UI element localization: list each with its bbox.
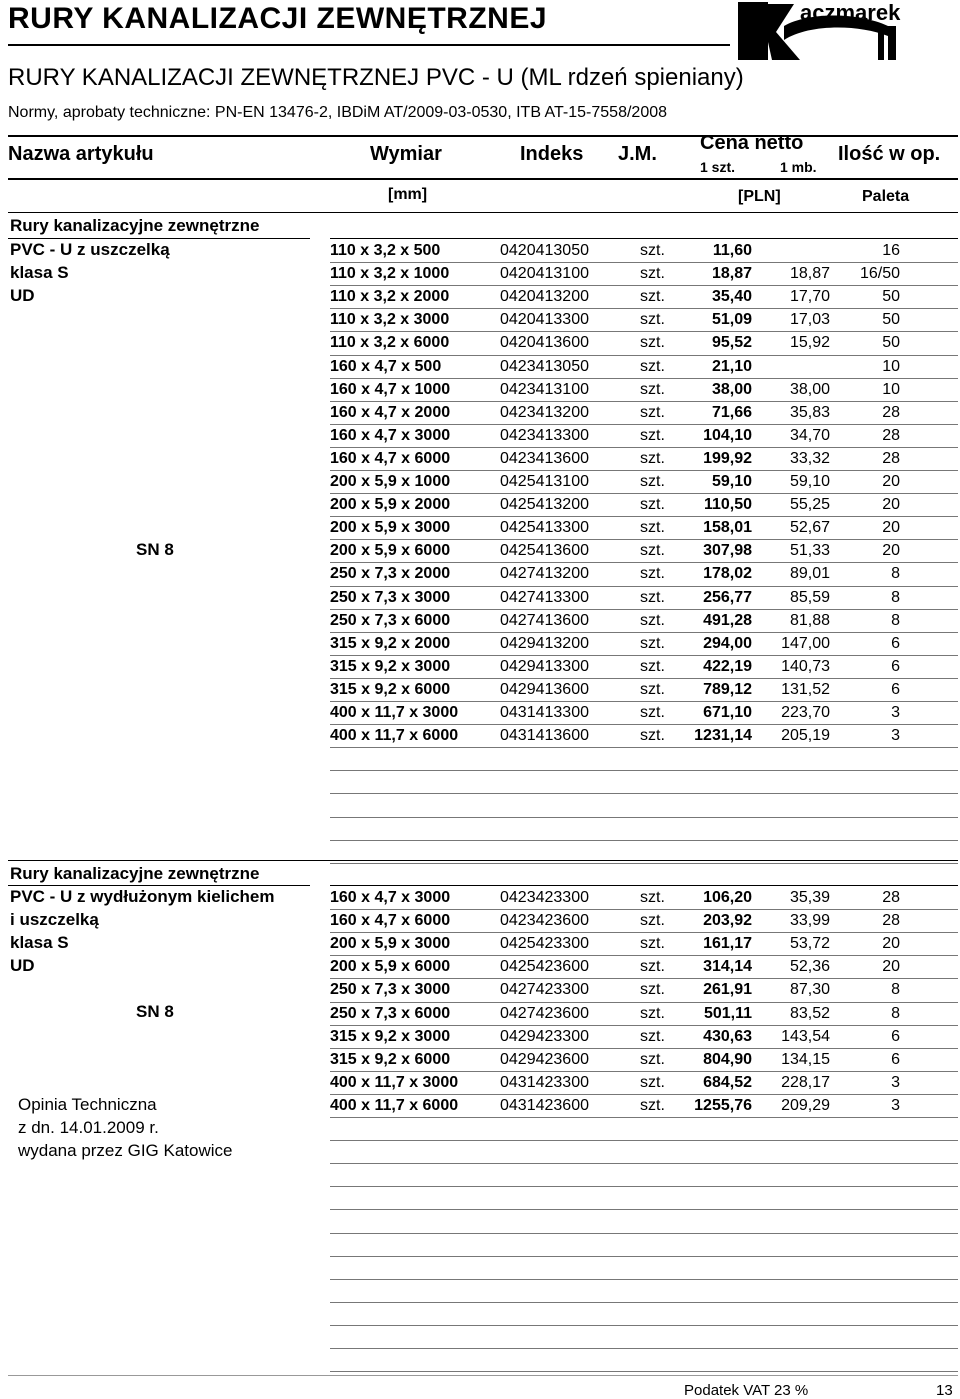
quantity-cell: 20 [882,935,900,953]
price-per-piece-cell: 95,52 [711,334,752,352]
price-per-meter-cell: 53,72 [789,935,830,953]
quantity-cell: 10 [882,380,900,398]
unit-cell: szt. [640,496,665,514]
footer-page-number: 13 [936,1382,953,1399]
price-per-meter-cell: 34,70 [789,426,830,444]
price-per-meter-cell: 52,67 [789,519,830,537]
col-price-szt: 1 szt. [700,159,736,175]
quantity-cell: 3 [891,704,900,721]
dimension-cell: 400 x 11,7 x 3000 [330,704,459,721]
dimension-cell: 110 x 3,2 x 2000 [330,288,450,306]
price-per-piece-cell: 804,90 [703,1050,752,1068]
dimension-cell: 200 x 5,9 x 1000 [330,473,451,490]
quantity-cell: 6 [891,680,900,698]
index-cell: 0420413050 [500,242,589,259]
price-per-piece-cell: 21,10 [711,357,752,375]
price-per-piece-cell: 161,17 [703,935,752,953]
price-per-piece-cell: 104,10 [703,426,752,444]
quantity-cell: 50 [882,334,900,352]
empty-row-divider [330,1371,958,1372]
table-row [0,886,960,909]
quantity-cell: 16/50 [859,265,900,283]
quantity-cell: 6 [891,1050,900,1068]
section2-note-2: z dn. 14.01.2009 r. [18,1118,159,1137]
table-row [0,516,960,539]
table-row [0,586,960,609]
quantity-cell: 8 [891,565,900,583]
table-row [0,378,960,401]
quantity-cell: 28 [882,889,900,906]
unit-cell: szt. [640,519,665,537]
price-per-piece-cell: 1231,14 [694,727,752,745]
unit-cell: szt. [640,727,665,745]
unit-cell: szt. [640,380,665,398]
price-per-piece-cell: 430,63 [703,1027,752,1045]
section2-sn-class: SN 8 [136,1002,174,1021]
table-row [0,447,960,470]
quantity-cell: 8 [891,981,900,999]
unit-cell: szt. [640,265,665,283]
unit-cell: szt. [640,588,665,606]
index-cell: 0423413100 [500,380,589,398]
price-per-piece-cell: 671,10 [703,704,752,721]
col-index: Indeks [520,143,584,165]
dimension-cell: 200 x 5,9 x 2000 [330,496,451,514]
unit-cell: szt. [640,1050,665,1068]
dimension-cell: 250 x 7,3 x 3000 [330,981,451,999]
quantity-cell: 3 [891,1096,900,1114]
quantity-cell: 28 [882,912,900,930]
quantity-cell: 28 [882,449,900,467]
price-per-meter-cell: 38,00 [789,380,830,398]
dimension-cell: 315 x 9,2 x 2000 [330,634,451,652]
dimension-cell: 110 x 3,2 x 1000 [330,265,450,283]
unit-cell: szt. [640,1027,665,1045]
table-row [0,632,960,655]
dimension-cell: 200 x 5,9 x 3000 [330,519,451,537]
price-per-piece-cell: 158,01 [703,519,752,537]
index-cell: 0423413050 [500,357,589,375]
index-cell: 0427413600 [500,611,589,629]
unit-cell: szt. [640,288,665,306]
unit-cell: szt. [640,981,665,999]
table-row [0,978,960,1001]
price-per-meter-cell: 140,73 [781,657,830,675]
empty-row-divider [330,1256,958,1257]
empty-row-divider [330,1233,958,1234]
price-per-piece-cell: 307,98 [703,542,752,560]
price-per-meter-cell: 85,59 [789,588,830,606]
price-per-piece-cell: 106,20 [703,889,752,906]
empty-row-divider [330,793,958,794]
price-per-meter-cell: 33,32 [789,449,830,467]
quantity-cell: 8 [891,588,900,606]
price-per-piece-cell: 35,40 [711,288,752,306]
section1-sn-class: SN 8 [136,540,174,559]
price-per-meter-cell: 134,15 [781,1050,830,1068]
price-per-piece-cell: 501,11 [703,1004,752,1022]
quantity-cell: 10 [882,357,900,375]
price-per-piece-cell: 203,92 [703,912,752,930]
dimension-cell: 160 x 4,7 x 3000 [330,889,451,906]
table-row [0,724,960,747]
dimension-cell: 200 x 5,9 x 6000 [330,958,451,976]
logo-text: aczmarek [800,2,901,25]
index-cell: 0423413600 [500,449,589,467]
index-cell: 0431413600 [500,727,589,745]
section1-line-4: UD [10,286,35,305]
index-cell: 0425413200 [500,496,589,514]
price-per-piece-cell: 491,28 [703,611,752,629]
price-per-piece-cell: 422,19 [703,657,752,675]
quantity-cell: 8 [891,611,900,629]
index-cell: 0427413200 [500,565,589,583]
dimension-cell: 110 x 3,2 x 6000 [330,334,450,352]
price-per-meter-cell: 223,70 [781,704,830,721]
empty-row-divider [330,840,958,841]
col-dim-unit: [mm] [388,186,428,203]
unit-cell: szt. [640,357,665,375]
quantity-cell: 28 [882,403,900,421]
dimension-cell: 315 x 9,2 x 6000 [330,1050,451,1068]
section1-line-1: Rury kanalizacyjne zewnętrzne [10,216,260,235]
dimension-cell: 400 x 11,7 x 3000 [330,1073,459,1091]
table-row [0,955,960,978]
index-cell: 0425413600 [500,542,589,560]
table-row [0,285,960,308]
unit-cell: szt. [640,1073,665,1091]
unit-cell: szt. [640,449,665,467]
unit-cell: szt. [640,426,665,444]
empty-row-divider [330,1279,958,1280]
unit-cell: szt. [640,889,665,906]
price-per-meter-cell: 51,33 [789,542,830,560]
price-per-meter-cell: 83,52 [789,1004,830,1022]
table-row [0,932,960,955]
quantity-cell: 20 [882,473,900,490]
price-per-piece-cell: 51,09 [711,311,752,329]
index-cell: 0429423600 [500,1050,589,1068]
unit-cell: szt. [640,958,665,976]
col-dim: Wymiar [370,143,442,165]
price-per-meter-cell: 35,83 [789,403,830,421]
footer-vat: Podatek VAT 23 % [684,1382,809,1399]
index-cell: 0431413300 [500,704,589,721]
quantity-cell: 3 [891,1073,900,1091]
index-cell: 0427423600 [500,1004,589,1022]
row-divider [330,747,958,748]
dimension-cell: 250 x 7,3 x 6000 [330,1004,451,1022]
unit-cell: szt. [640,1004,665,1022]
table-row [0,424,960,447]
unit-cell: szt. [640,680,665,698]
empty-row-divider [330,817,958,818]
quantity-cell: 50 [882,288,900,306]
index-cell: 0425423300 [500,935,589,953]
table-row [0,470,960,493]
price-per-piece-cell: 59,10 [711,473,752,490]
quantity-cell: 8 [891,1004,900,1022]
section2-line-1: Rury kanalizacyjne zewnętrzne [10,864,260,883]
index-cell: 0429423300 [500,1027,589,1045]
table-row [0,609,960,632]
section2-line-2: PVC - U z wydłużonym kielichem [10,887,275,906]
section2-line-5: UD [10,956,35,975]
unit-cell: szt. [640,1096,665,1114]
dimension-cell: 250 x 7,3 x 2000 [330,565,451,583]
quantity-cell: 20 [882,542,900,560]
price-per-meter-cell: 33,99 [789,912,830,930]
price-per-piece-cell: 18,87 [711,265,752,283]
unit-cell: szt. [640,611,665,629]
price-per-meter-cell: 228,17 [781,1073,830,1091]
col-price-mb: 1 mb. [780,159,817,175]
dimension-cell: 315 x 9,2 x 3000 [330,1027,451,1045]
footer-rule [8,1375,958,1376]
price-per-meter-cell: 87,30 [789,981,830,999]
table-row [0,1094,960,1117]
dimension-cell: 400 x 11,7 x 6000 [330,1096,459,1114]
index-cell: 0427423300 [500,981,589,999]
index-cell: 0425413100 [500,473,589,490]
empty-row-divider [330,1186,958,1187]
quantity-cell: 20 [882,496,900,514]
table-row [0,909,960,932]
table-row [0,1071,960,1094]
dimension-cell: 400 x 11,7 x 6000 [330,727,459,745]
dimension-cell: 160 x 4,7 x 3000 [330,426,451,444]
col-price: Cena netto [700,132,804,154]
page-subtitle: RURY KANALIZACJI ZEWNĘTRZNEJ PVC - U (ML rdzeń spieniany) [8,64,744,91]
unit-cell: szt. [640,542,665,560]
dimension-cell: 200 x 5,9 x 3000 [330,935,451,953]
dimension-cell: 160 x 4,7 x 2000 [330,403,451,421]
index-cell: 0425413300 [500,519,589,537]
quantity-cell: 6 [891,634,900,652]
table-row [0,539,960,562]
empty-row-divider [330,1302,958,1303]
price-per-meter-cell: 17,70 [789,288,830,306]
dimension-cell: 315 x 9,2 x 3000 [330,657,451,675]
col-qty-sub: Paleta [862,188,910,205]
quantity-cell: 50 [882,311,900,329]
table-row [0,701,960,724]
section2-line-4: klasa S [10,933,69,952]
index-cell: 0429413200 [500,634,589,652]
section2-note-1: Opinia Techniczna [18,1095,157,1114]
price-per-piece-cell: 684,52 [703,1073,752,1091]
table-row [0,678,960,701]
unit-cell: szt. [640,657,665,675]
table-row [0,493,960,516]
dimension-cell: 250 x 7,3 x 3000 [330,588,451,606]
unit-cell: szt. [640,242,665,259]
table-row [0,655,960,678]
price-per-meter-cell: 55,25 [789,496,830,514]
unit-cell: szt. [640,704,665,721]
price-per-piece-cell: 261,91 [703,981,752,999]
price-per-meter-cell: 52,36 [789,958,830,976]
price-per-piece-cell: 256,77 [703,588,752,606]
empty-row-divider [330,1140,958,1141]
price-per-meter-cell: 35,39 [789,889,830,906]
price-per-meter-cell: 209,29 [781,1096,830,1114]
table-row [0,1048,960,1071]
unit-cell: szt. [640,403,665,421]
index-cell: 0420413100 [500,265,589,283]
section1-line-3: klasa S [10,263,69,282]
price-per-meter-cell: 147,00 [781,634,830,652]
table-row [0,1002,960,1025]
price-per-meter-cell: 17,03 [789,311,830,329]
index-cell: 0423423600 [500,912,589,930]
dimension-cell: 250 x 7,3 x 6000 [330,611,451,629]
unit-cell: szt. [640,935,665,953]
quantity-cell: 20 [882,519,900,537]
unit-cell: szt. [640,311,665,329]
unit-cell: szt. [640,473,665,490]
table-row [0,1025,960,1048]
table-row [0,401,960,424]
index-cell: 0429413600 [500,680,589,698]
dimension-cell: 160 x 4,7 x 6000 [330,449,451,467]
table-row [0,562,960,585]
quantity-cell: 6 [891,1027,900,1045]
index-cell: 0423423300 [500,889,589,906]
price-per-piece-cell: 110,50 [703,496,752,514]
price-per-piece-cell: 199,92 [703,449,752,467]
dimension-cell: 110 x 3,2 x 500 [330,242,441,259]
index-cell: 0425423600 [500,958,589,976]
price-per-piece-cell: 71,66 [711,403,752,421]
section2-line-3: i uszczelką [10,910,99,929]
table-row [0,239,960,262]
price-per-meter-cell: 15,92 [789,334,830,352]
quantity-cell: 16 [882,242,900,259]
price-per-meter-cell: 205,19 [781,727,830,745]
empty-row-divider [330,1348,958,1349]
dimension-cell: 315 x 9,2 x 6000 [330,680,451,698]
price-per-meter-cell: 89,01 [789,565,830,583]
table-row [0,355,960,378]
unit-cell: szt. [640,565,665,583]
col-jm: J.M. [618,143,657,165]
quantity-cell: 28 [882,426,900,444]
dimension-cell: 110 x 3,2 x 3000 [330,311,450,329]
quantity-cell: 6 [891,657,900,675]
unit-cell: szt. [640,912,665,930]
price-per-meter-cell: 18,87 [789,265,830,283]
index-cell: 0420413600 [500,334,589,352]
empty-row-divider [330,1325,958,1326]
price-per-meter-cell: 131,52 [781,680,830,698]
index-cell: 0429413300 [500,657,589,675]
table-row [0,262,960,285]
quantity-cell: 20 [882,958,900,976]
price-per-piece-cell: 1255,76 [694,1096,752,1114]
col-qty: Ilość w op. [838,143,941,165]
dimension-cell: 160 x 4,7 x 1000 [330,380,451,398]
section1-line-2: PVC - U z uszczelką [10,240,170,259]
unit-cell: szt. [640,634,665,652]
section2-note-3: wydana przez GIG Katowice [18,1141,233,1160]
table-row [0,308,960,331]
page-title: RURY KANALIZACJI ZEWNĘTRZNEJ [8,2,548,35]
empty-row-divider [330,863,958,864]
empty-row-divider [330,770,958,771]
price-per-piece-cell: 11,60 [712,242,752,259]
unit-cell: szt. [640,334,665,352]
index-cell: 0420413300 [500,311,589,329]
row-divider [330,1117,958,1118]
price-per-meter-cell: 143,54 [781,1027,830,1045]
index-cell: 0427413300 [500,588,589,606]
price-per-piece-cell: 314,14 [703,958,752,976]
index-cell: 0431423300 [500,1073,589,1091]
table-row [0,331,960,354]
empty-row-divider [330,1163,958,1164]
col-name: Nazwa artykułu [8,143,154,165]
price-per-piece-cell: 789,12 [703,680,752,698]
empty-row-divider [330,1209,958,1210]
quantity-cell: 3 [891,727,900,745]
price-per-piece-cell: 178,02 [703,565,752,583]
price-per-meter-cell: 59,10 [789,473,830,490]
dimension-cell: 160 x 4,7 x 500 [330,357,442,375]
index-cell: 0423413300 [500,426,589,444]
index-cell: 0431423600 [500,1096,589,1114]
dimension-cell: 160 x 4,7 x 6000 [330,912,451,930]
dimension-cell: 200 x 5,9 x 6000 [330,542,451,560]
price-per-piece-cell: 294,00 [703,634,752,652]
price-per-piece-cell: 38,00 [711,380,752,398]
col-price-unit: [PLN] [738,188,781,205]
index-cell: 0420413200 [500,288,589,306]
index-cell: 0423413200 [500,403,589,421]
norms-text: Normy, aprobaty techniczne: PN-EN 13476-2, IBDiM AT/2009-03-0530, ITB AT-15-7558/2008 [8,104,668,121]
price-per-meter-cell: 81,88 [789,611,830,629]
